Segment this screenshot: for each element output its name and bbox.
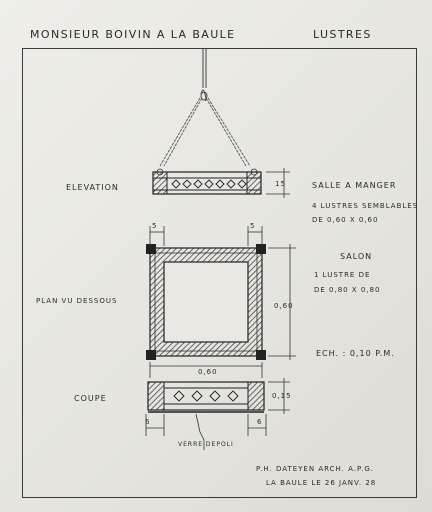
suspension-cords (160, 98, 250, 166)
section-view (148, 382, 264, 412)
scale-note: ECH. : 0,10 P.M. (316, 349, 395, 358)
section-height-text: 0,15 (272, 392, 292, 400)
elevation-label: ELEVATION (66, 183, 119, 192)
plan-side-right-text: 5 (250, 222, 256, 230)
elevation-view (153, 169, 261, 194)
glass-note: VERRE DEPOLI (178, 441, 234, 448)
section-dimensions (146, 378, 290, 450)
plan-view (146, 244, 266, 360)
plan-width-text: 0,60 (198, 368, 218, 376)
plan-label: PLAN VU DESSOUS (36, 297, 118, 305)
room1-title: SALLE A MANGER (312, 181, 397, 190)
section-label: COUPE (74, 394, 107, 403)
drawing-title: MONSIEUR BOIVIN A LA BAULE (30, 28, 236, 41)
plan-height-text: 0,60 (274, 302, 294, 310)
room2-line2: DE 0,80 X 0,80 (314, 286, 381, 294)
room1-line1: 4 LUSTRES SEMBLABLES (312, 202, 419, 210)
room1-line2: DE 0,60 X 0,60 (312, 216, 379, 224)
plan-side-left-text: 5 (152, 222, 158, 230)
room2-title: SALON (340, 252, 373, 261)
section-left-text: 6 (145, 418, 151, 426)
signature-line1: P.H. DATEYEN ARCH. A.P.G. (256, 465, 374, 473)
suspension-chain (201, 48, 207, 100)
signature-line2: LA BAULE LE 26 JANV. 28 (266, 479, 377, 487)
section-right-text: 6 (257, 418, 263, 426)
drawing-subject: LUSTRES (313, 28, 372, 41)
room2-line1: 1 LUSTRE DE (314, 271, 371, 279)
elevation-height-text: 15 (275, 180, 286, 188)
